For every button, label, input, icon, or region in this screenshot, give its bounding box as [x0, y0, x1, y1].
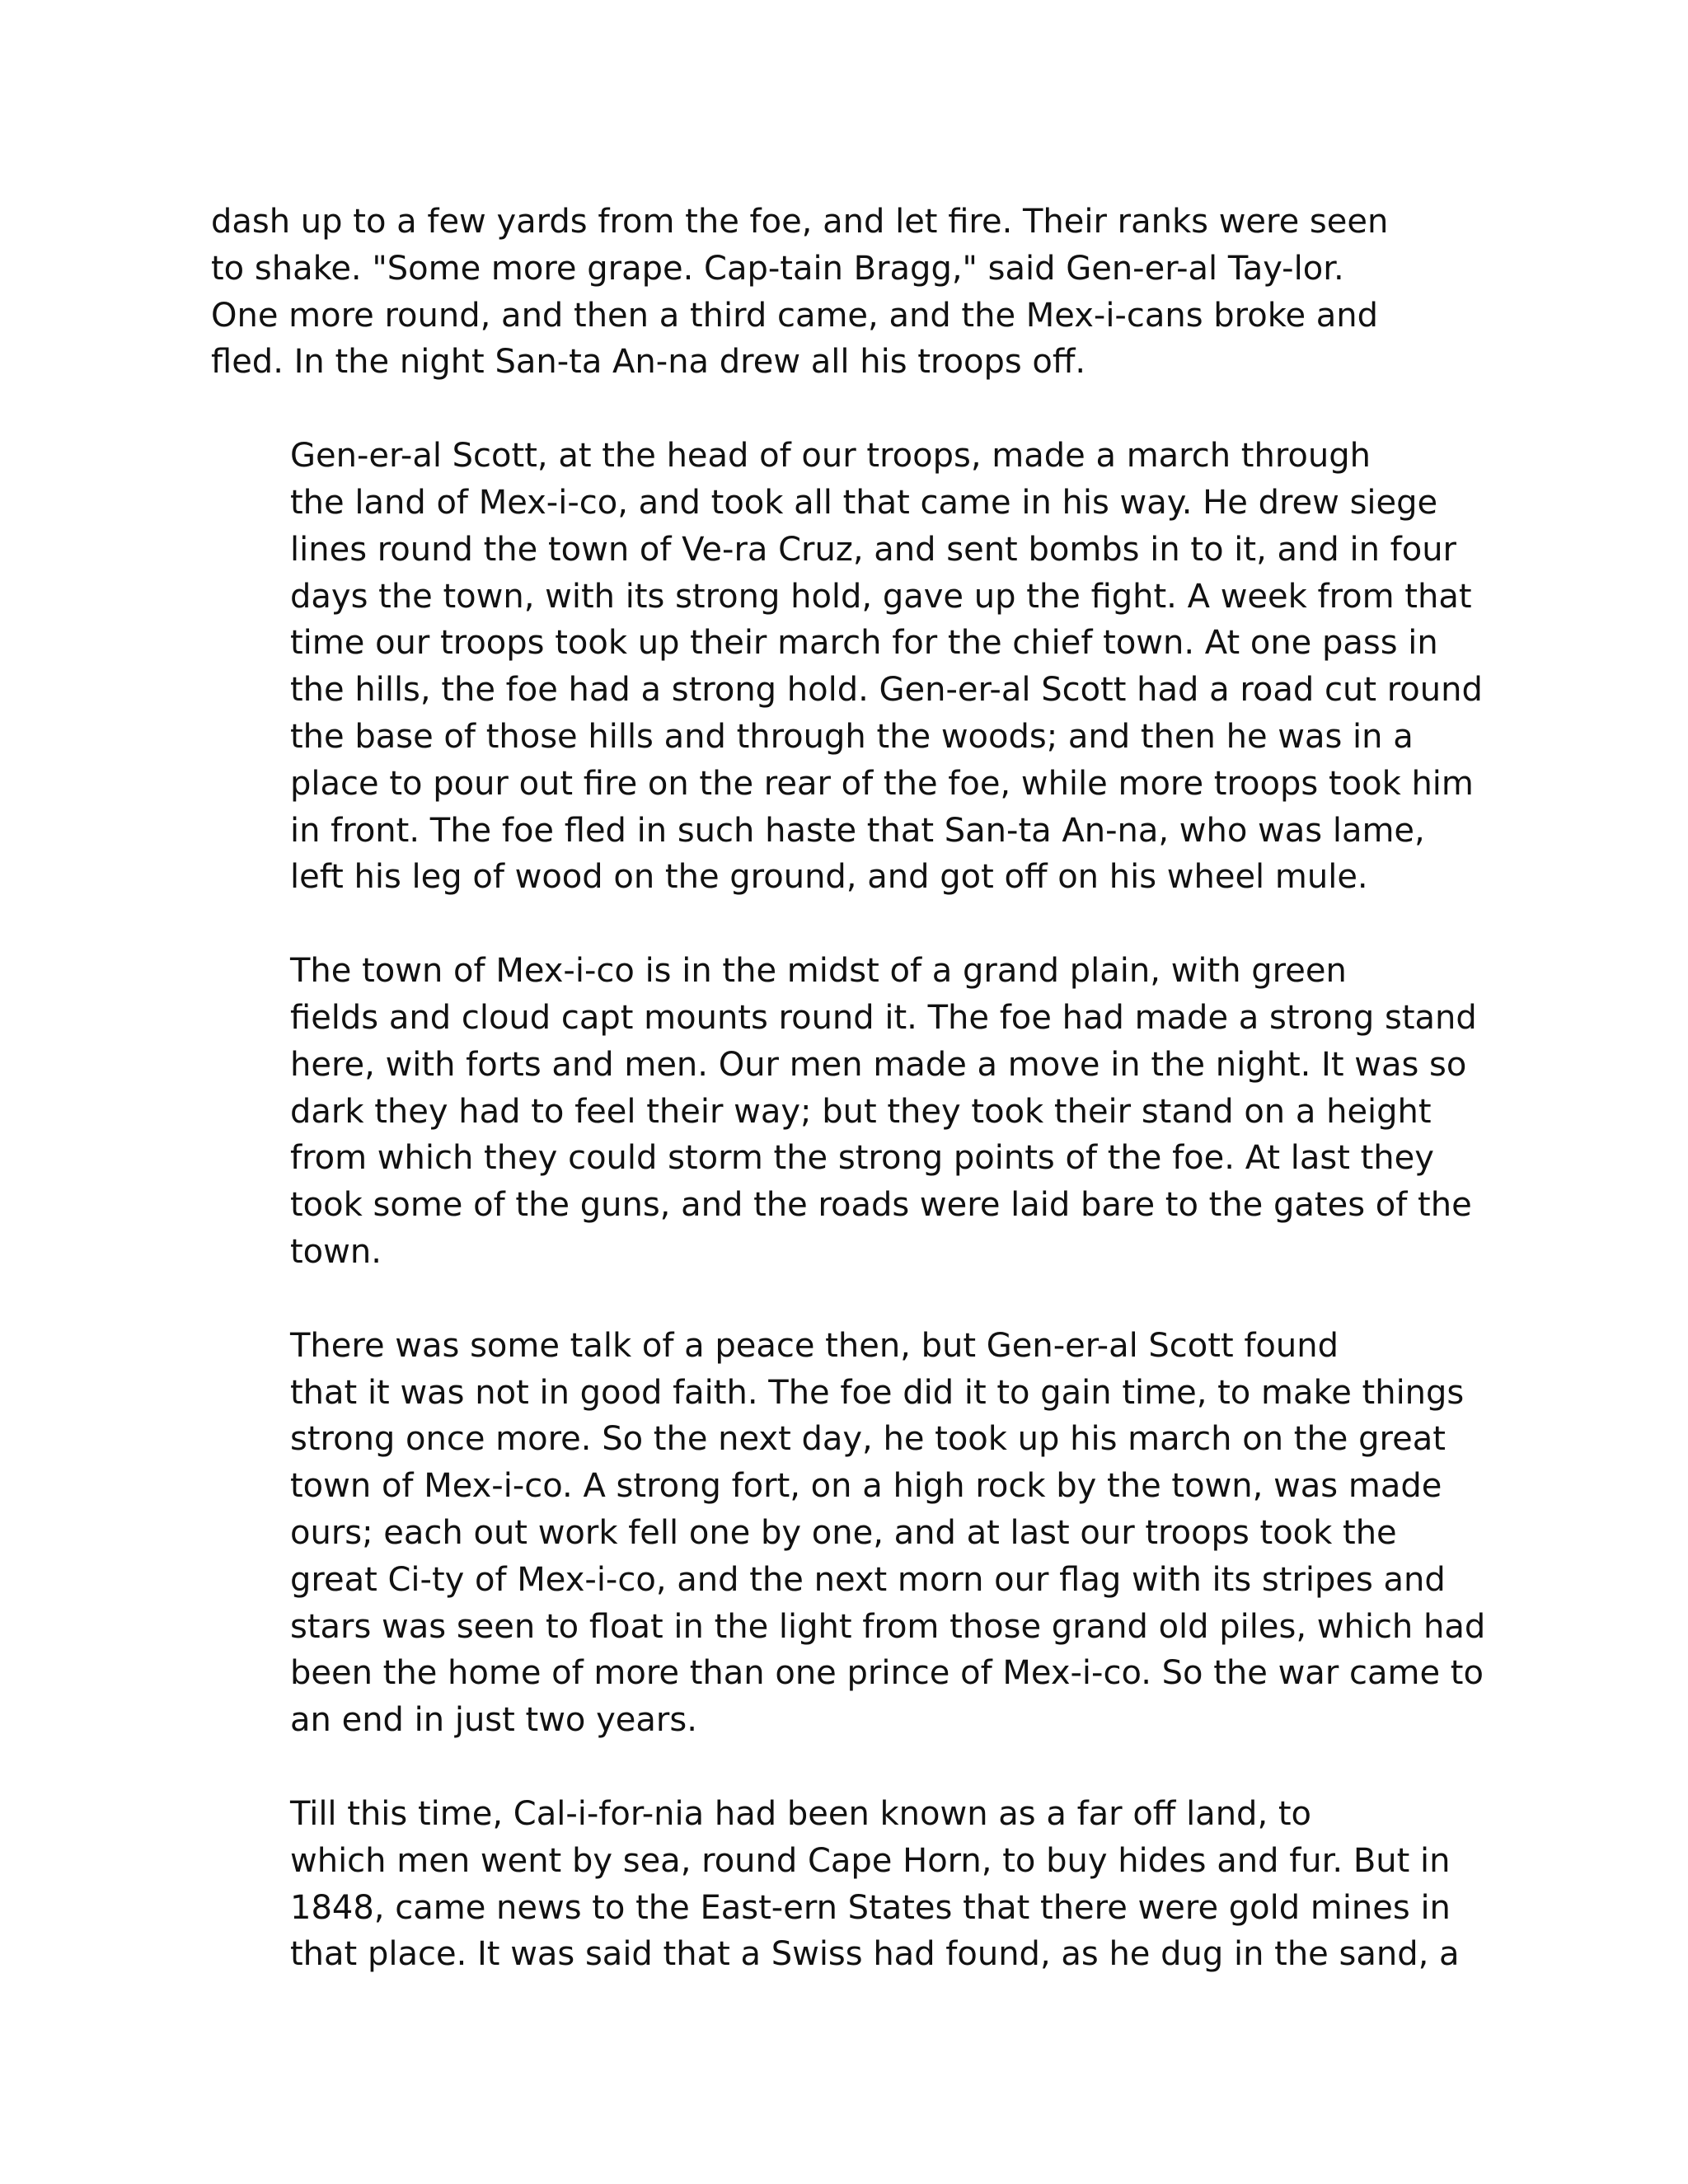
text-line: stars was seen to float in the light from those grand old piles, which had [290, 1607, 1486, 1646]
text-line: strong once more. So the next day, he took up his march on the great [290, 1420, 1446, 1459]
paragraph [211, 948, 1480, 1276]
text-line: fields and cloud capt mounts round it. The foe had made a strong stand [290, 998, 1477, 1037]
text-line: town. [290, 1232, 382, 1271]
text-line: that place. It was said that a Swiss had found, as he dug in the sand, a [290, 1935, 1460, 1974]
text-line: One more round, and then a third came, and the Mex-i-cans broke and [211, 296, 1379, 335]
text-line: from which they could storm the strong points of the foe. At last they [290, 1139, 1434, 1178]
text-line: the base of those hills and through the woods; and then he was in a [290, 717, 1414, 756]
body-text [211, 199, 1486, 2025]
paragraph [211, 433, 1483, 901]
text-line: which men went by sea, round Cape Horn, to buy hides and fur. But in [290, 1841, 1451, 1880]
text-line: town of Mex-i-co. A strong fort, on a high rock by the town, was made [290, 1467, 1442, 1506]
text-line: Till this time, Cal-i-for-nia had been known as a far off land, to [290, 1794, 1312, 1833]
paragraph [211, 199, 1480, 386]
text-line: been the home of more than one prince of Mex-i-co. So the war came to [290, 1654, 1484, 1693]
text-line: to shake. "Some more grape. Cap-tain Bragg," said Gen-er-al Tay-lor. [211, 249, 1344, 288]
text-line: There was some talk of a peace then, but Gen-er-al Scott found [290, 1326, 1339, 1365]
text-line: 1848, came news to the East-ern States that there were gold mines in [290, 1888, 1451, 1927]
text-line: time our troops took up their march for the chief town. At one pass in [290, 624, 1438, 663]
text-line: an end in just two years. [290, 1701, 697, 1740]
text-line: the hills, the foe had a strong hold. Gen-er-al Scott had a road cut round [290, 671, 1483, 710]
text-line: in front. The foe fled in such haste that San-ta An-na, who was lame, [290, 811, 1425, 850]
text-line: Gen-er-al Scott, at the head of our troops, made a march through [290, 437, 1371, 476]
paragraph [211, 1791, 1480, 1978]
text-line: great Ci-ty of Mex-i-co, and the next morn our flag with its stripes and [290, 1560, 1446, 1599]
text-line: dark they had to feel their way; but they took their stand on a height [290, 1092, 1432, 1131]
text-line: days the town, with its strong hold, gave up the fight. A week from that [290, 577, 1472, 616]
text-line: left his leg of wood on the ground, and got off on his wheel mule. [290, 858, 1368, 897]
text-line: here, with forts and men. Our men made a move in the night. It was so [290, 1045, 1467, 1084]
text-line: dash up to a few yards from the foe, and let fire. Their ranks were seen [211, 203, 1389, 241]
text-line: the land of Mex-i-co, and took all that came in his way. He drew siege [290, 483, 1438, 522]
text-line: lines round the town of Ve-ra Cruz, and sent bombs in to it, and in four [290, 530, 1456, 569]
text-line: took some of the guns, and the roads were laid bare to the gates of the [290, 1186, 1472, 1225]
paragraph [211, 1323, 1486, 1744]
text-line: The town of Mex-i-co is in the midst of a grand plain, with green [290, 952, 1347, 991]
text-line: that it was not in good faith. The foe did it to gain time, to make things [290, 1373, 1465, 1412]
text-line: place to pour out fire on the rear of the foe, while more troops took him [290, 764, 1474, 803]
text-line: fled. In the night San-ta An-na drew all his troops off. [211, 343, 1086, 382]
text-line: ours; each out work fell one by one, and at last our troops took the [290, 1513, 1397, 1552]
